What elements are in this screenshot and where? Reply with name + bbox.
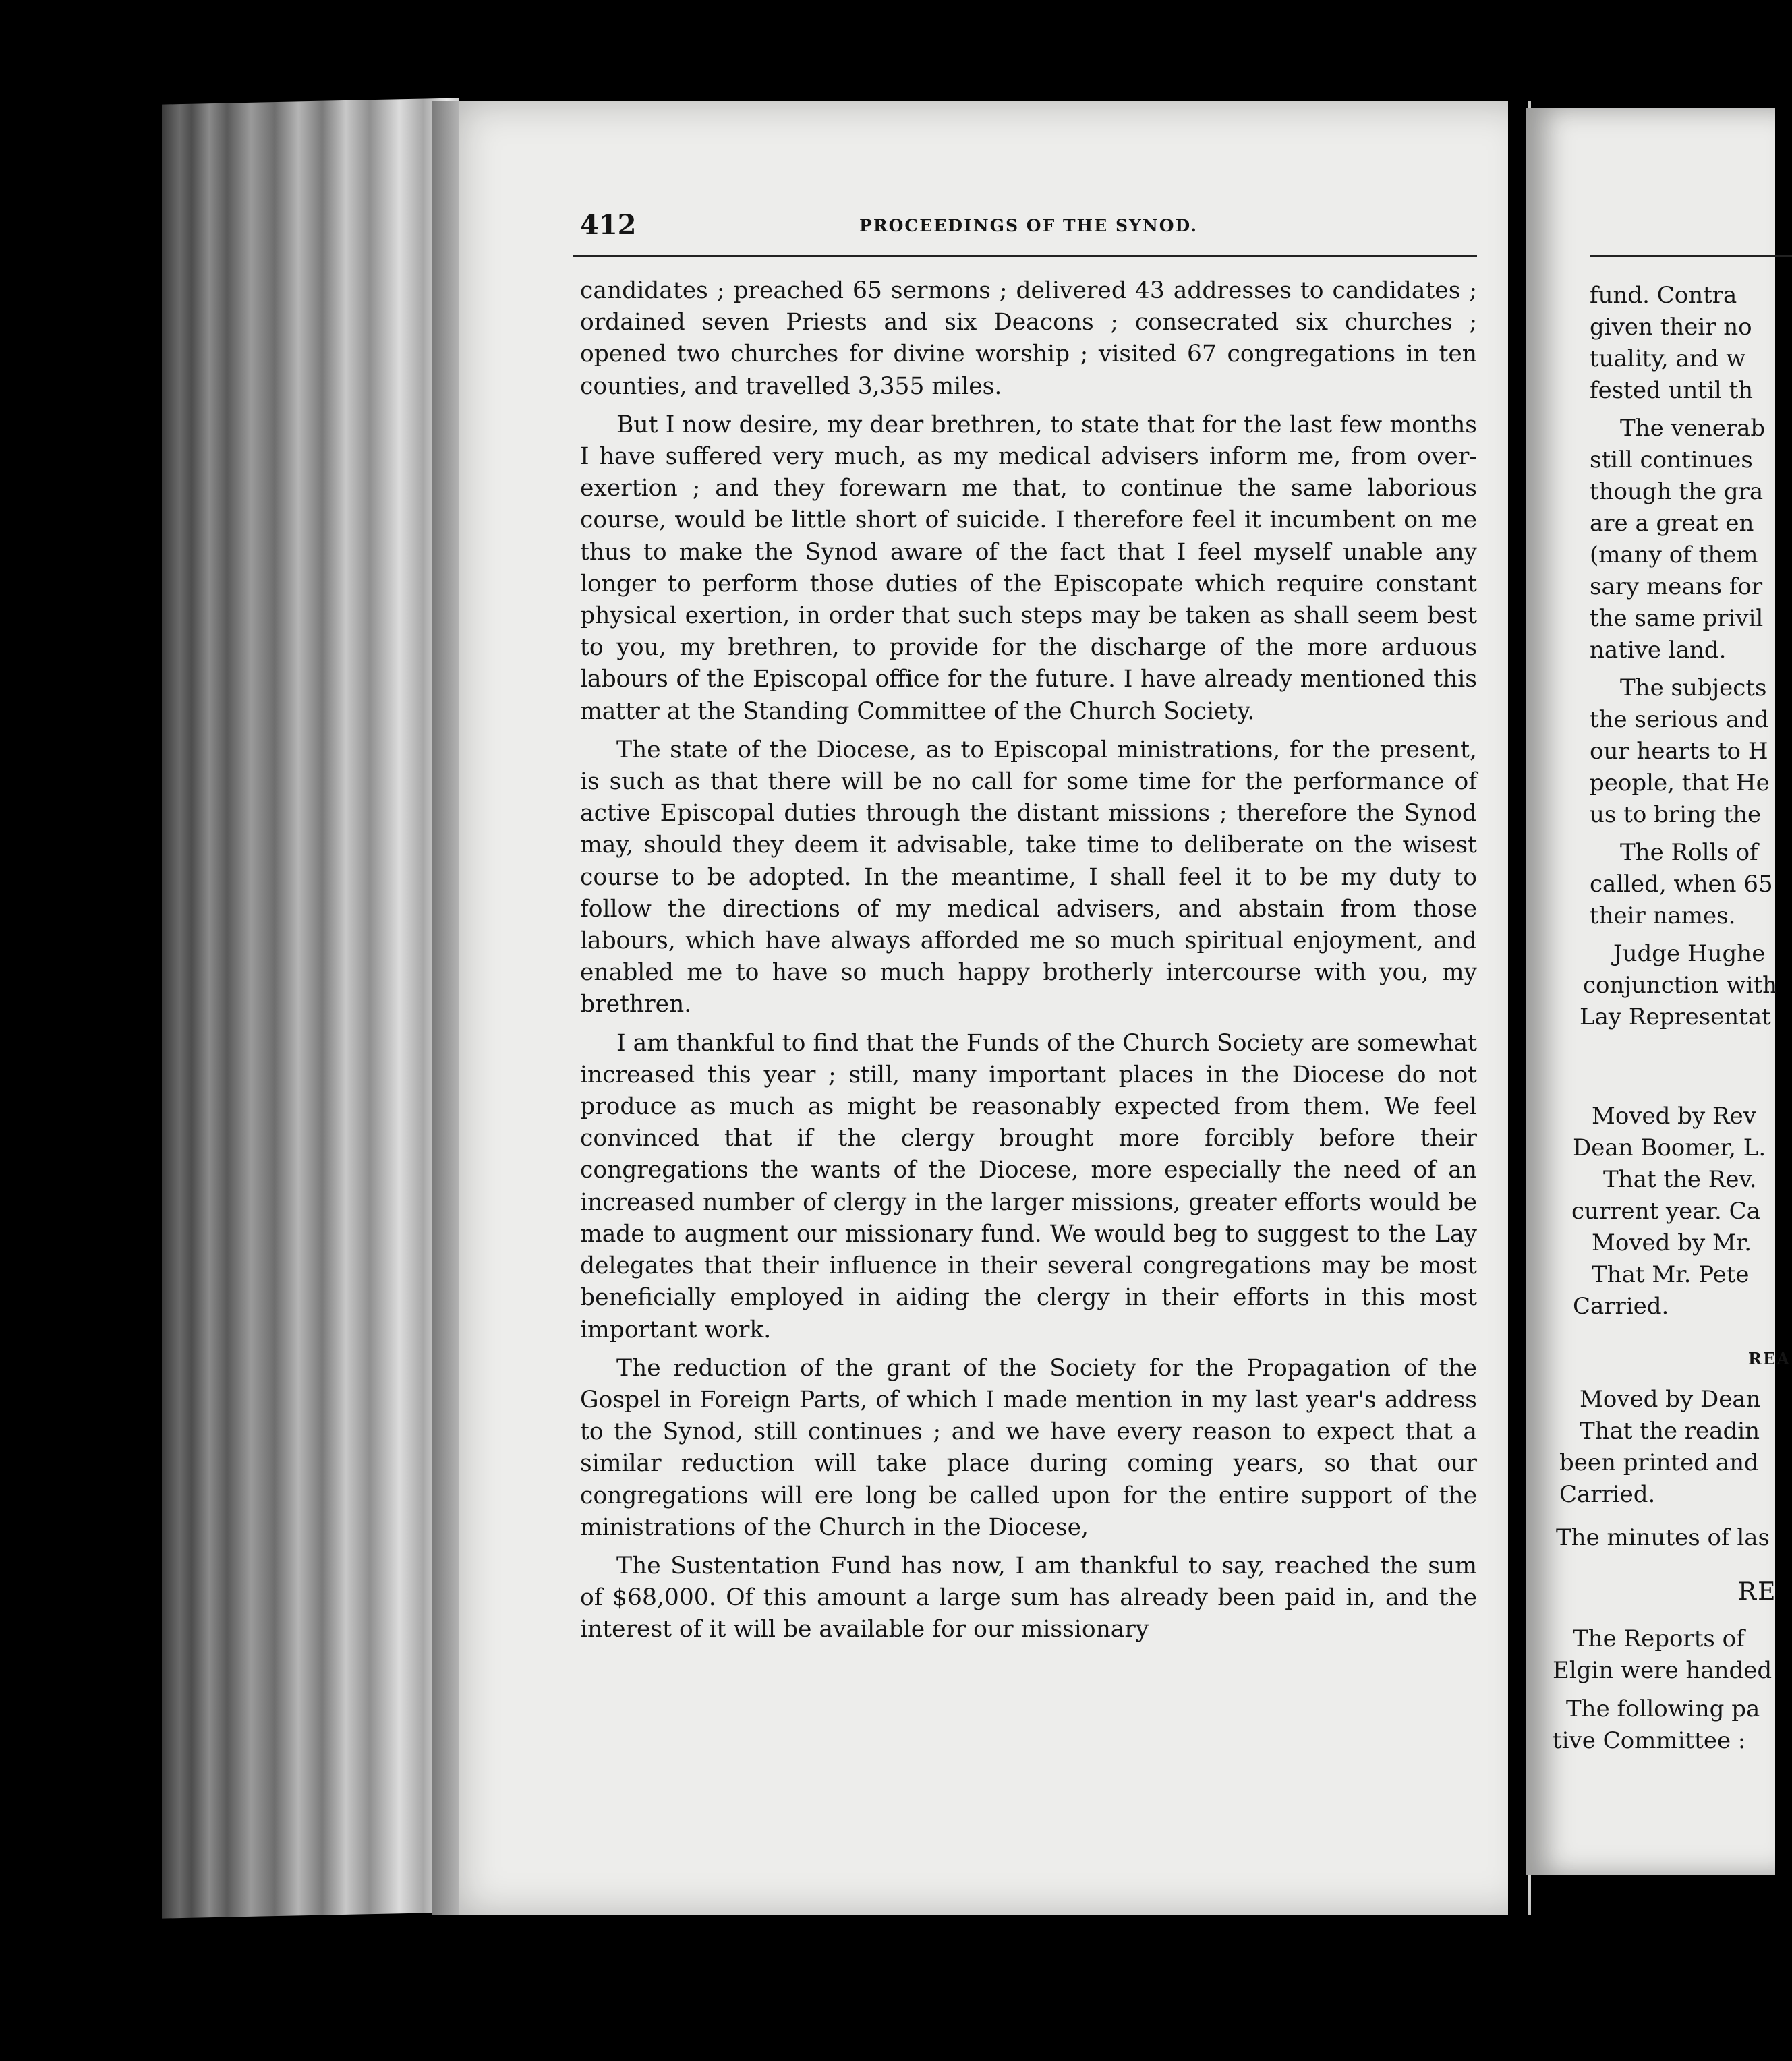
paragraph: I am thankful to find that the Funds of the Church Society are somewhat increased this year ; still, many important places in the Diocese do not produce as much as might be reasonably expected from them. We feel convinced that if the clergy brought more forcibly before their congregations the wants of the Diocese, more especially the need of an increased number of clergy in the larger missions, greater efforts would be made to augment our missionary fund. We would beg to suggest to the Lay delegates that their influence in their several congregations may be most beneficially employed in aiding the clergy in their efforts in this most important work.	[580, 1029, 1477, 1343]
page-number: 412	[580, 209, 637, 241]
right-line: The minutes of las	[1556, 1524, 1770, 1551]
right-line: tuality, and w	[1590, 345, 1746, 372]
book-page-edges	[162, 98, 459, 1918]
right-line: tive Committee :	[1553, 1727, 1746, 1754]
right-section-heading: REA	[1748, 1349, 1791, 1368]
right-line: the serious and	[1590, 706, 1769, 733]
paragraph: But I now desire, my dear brethren, to state that for the last few months I have suffered very much, as my medical advisers inform me, from over-exertion ; and they forewarn me that, to continue the same laborious course, would be little short of suicide. I therefore feel it incumbent on me thus to make the Synod aware of the fact that I feel myself unable any longer to perform those duties of the Episcopate which require constant physical exertion, in order that such steps may be taken as shall seem best to you, my brethren, to provide for the discharge of the more arduous labours of the Episcopal office for the future. I have already mentioned this matter at the Standing Committee of the Church Society.	[580, 411, 1477, 725]
right-line: fund. Contra	[1590, 282, 1737, 309]
paragraph: The state of the Diocese, as to Episcopal ministrations, for the present, is such as that there will be no call for some time for the performance of active Episcopal duties through the distant missions ; therefore the Synod may, should they deem it advisable, take time to deliberate on the wisest course to be adopted. In the meantime, I shall feel it to be my duty to follow the directions of my medical advisers, and abstain from those labours, which have always afforded me so much spiritual enjoyment, and enabled me to have so much happy brotherly intercourse with you, my brethren.	[580, 736, 1477, 1018]
right-line: called, when 65	[1590, 871, 1773, 898]
right-line: That the Rev.	[1603, 1166, 1757, 1193]
right-line: Elgin were handed	[1553, 1657, 1772, 1684]
right-line: Moved by Mr.	[1592, 1229, 1752, 1256]
right-line: are a great en	[1590, 510, 1754, 537]
right-line: Moved by Dean	[1580, 1386, 1761, 1413]
right-line: That Mr. Pete	[1592, 1261, 1750, 1288]
right-line: The Reports of	[1573, 1625, 1745, 1652]
right-line: Moved by Rev	[1592, 1103, 1756, 1130]
right-line: The following pa	[1566, 1695, 1760, 1722]
right-line: still continues	[1590, 446, 1753, 473]
body-text	[580, 275, 1477, 1653]
right-page	[1526, 108, 1791, 1875]
right-line: Judge Hughe	[1613, 940, 1766, 967]
right-line: our hearts to H	[1590, 738, 1768, 765]
right-line: native land.	[1590, 637, 1727, 664]
right-line: fested until th	[1590, 377, 1754, 404]
right-line: the same privil	[1590, 605, 1764, 632]
paragraph: candidates ; preached 65 sermons ; delivered 43 addresses to candidates ; ordained seven Priests and six Deacons ; consecrated six churches ; opened two churches for divine worship ; visited 67 congregations in ten counties, and travelled 3,355 miles.	[580, 277, 1477, 400]
running-head	[580, 209, 1477, 250]
right-line: sary means for	[1590, 573, 1763, 600]
right-line: given their no	[1590, 314, 1752, 341]
right-section-heading: RE	[1738, 1578, 1777, 1606]
right-line: Carried.	[1573, 1293, 1669, 1320]
paragraph: The reduction of the grant of the Society for the Propagation of the Gospel in Foreign Parts, of which I made mention in my last year's address to the Synod, still continues ; and we have every reason to expect that a similar reduction will take place during coming years, so that our congregations will ere long be called upon for the entire support of the ministrations of the Church in the Diocese,	[580, 1354, 1477, 1541]
right-line: conjunction with	[1583, 972, 1778, 999]
right-line: The Rolls of	[1620, 839, 1758, 866]
right-line: (many of them	[1590, 542, 1758, 569]
right-line: people, that He	[1590, 770, 1770, 796]
right-line: us to bring the	[1590, 801, 1762, 828]
right-line: The subjects	[1620, 674, 1767, 701]
right-line: though the gra	[1590, 478, 1764, 505]
left-page	[459, 101, 1531, 1915]
right-line: their names.	[1590, 902, 1736, 929]
right-line: been printed and	[1559, 1449, 1759, 1476]
paragraph: The Sustentation Fund has now, I am thankful to say, reached the sum of $68,000. Of this amount a large sum has already been paid in, and the interest of it will be available for our missionary	[580, 1552, 1477, 1644]
header-rule	[573, 255, 1477, 257]
right-line: current year. Ca	[1571, 1198, 1760, 1225]
right-line: The venerab	[1620, 415, 1766, 442]
right-header-rule	[1590, 255, 1792, 257]
right-line: Dean Boomer, L.	[1573, 1134, 1766, 1161]
right-line: Lay Representat	[1580, 1004, 1771, 1030]
right-line: Carried.	[1559, 1481, 1656, 1508]
running-title: PROCEEDINGS OF THE SYNOD.	[859, 216, 1198, 235]
right-line: That the readin	[1580, 1418, 1760, 1445]
